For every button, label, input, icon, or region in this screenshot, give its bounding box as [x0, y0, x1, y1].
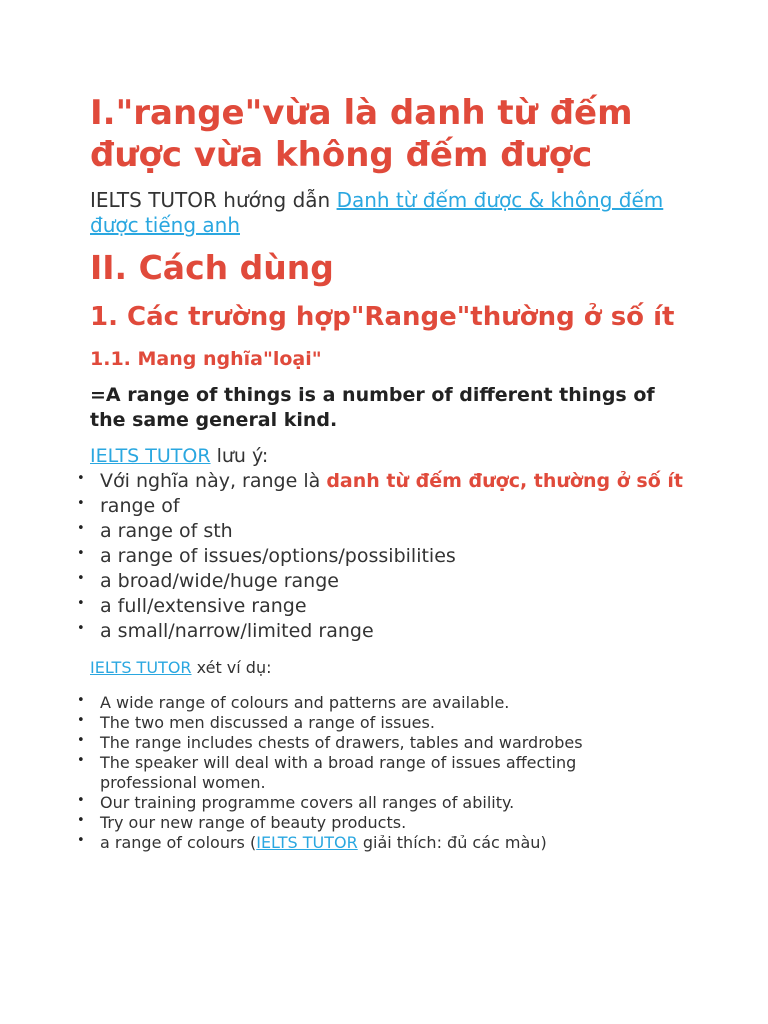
list-item — [77, 833, 640, 853]
bullet-icon: • — [77, 571, 85, 586]
examples-note — [90, 658, 690, 678]
example-text: The range includes chests of drawers, tables and wardrobes — [100, 733, 583, 752]
main-heading-line1: I."range"vừa là danh từ đếm — [90, 93, 633, 133]
list-item-text: a full/extensive range — [100, 595, 307, 617]
bullet-icon: • — [77, 813, 85, 828]
list-item — [77, 494, 690, 519]
list-item — [77, 594, 690, 619]
example-text: The two men discussed a range of issues. — [100, 713, 435, 732]
main-heading-line2: được vừa không đếm được — [90, 135, 593, 175]
list-item — [77, 793, 640, 813]
document-page — [77, 92, 690, 853]
list-item — [77, 813, 640, 833]
list-item-text: a range of issues/options/possibilities — [100, 545, 456, 567]
intro-text: IELTS TUTOR hướng dẫn — [90, 188, 337, 212]
list-item-text: a broad/wide/huge range — [100, 570, 339, 592]
definition-text: =A range of things is a number of different things of the same general kind. — [90, 384, 655, 431]
list-item — [77, 569, 690, 594]
usage-first-text: Với nghĩa này, range là — [100, 470, 327, 492]
bullet-icon: • — [77, 713, 85, 728]
tutor-note — [90, 444, 690, 469]
list-item — [77, 713, 640, 733]
list-item — [77, 693, 640, 713]
example-text: Our training programme covers all ranges of ability. — [100, 793, 515, 812]
bullet-icon: • — [77, 753, 85, 768]
usage-highlight: danh từ đếm được, thường ở số ít — [326, 470, 683, 492]
example-text: Try our new range of beauty products. — [100, 813, 407, 832]
example-text: The speaker will deal with a broad range of issues affecting professional women. — [100, 753, 577, 792]
bullet-icon: • — [77, 496, 85, 511]
example-text: A wide range of colours and patterns are available. — [100, 693, 510, 712]
list-item — [77, 619, 690, 644]
list-item — [77, 519, 690, 544]
bullet-icon: • — [77, 596, 85, 611]
ielts-tutor-link[interactable]: IELTS TUTOR — [90, 445, 211, 467]
bullet-icon: • — [77, 793, 85, 808]
bullet-icon: • — [77, 693, 85, 708]
examples-list — [77, 693, 690, 853]
list-item — [77, 753, 640, 793]
bullet-icon: • — [77, 621, 85, 636]
subsection-heading-singular: 1. Các trường hợp"Range"thường ở số ít — [90, 302, 675, 332]
tutor-note-text: lưu ý: — [210, 445, 269, 467]
countable-nouns-link[interactable]: Danh từ đếm được & không đếm được tiếng anh — [90, 188, 664, 237]
list-item — [77, 469, 690, 494]
bullet-icon: • — [77, 471, 85, 486]
section-heading-usage: II. Cách dùng — [90, 248, 334, 287]
bullet-icon: • — [77, 546, 85, 561]
list-item — [77, 733, 640, 753]
intro-paragraph — [90, 188, 690, 238]
usage-list — [77, 469, 690, 644]
list-item-text: range of — [100, 495, 180, 517]
bullet-icon: • — [77, 733, 85, 748]
list-item-text: a range of sth — [100, 520, 233, 542]
ielts-tutor-link[interactable]: IELTS TUTOR — [90, 658, 192, 677]
examples-note-text: xét ví dụ: — [191, 658, 272, 677]
example-last-suffix: giải thích: đủ các màu) — [357, 833, 547, 852]
bullet-icon: • — [77, 833, 85, 848]
list-item — [77, 544, 690, 569]
bullet-icon: • — [77, 521, 85, 536]
main-heading — [90, 92, 690, 176]
example-last-prefix: a range of colours ( — [100, 833, 257, 852]
ielts-tutor-link[interactable]: IELTS TUTOR — [256, 833, 358, 852]
subsection-heading-meaning: 1.1. Mang nghĩa"loại" — [90, 348, 322, 370]
list-item-text: a small/narrow/limited range — [100, 620, 374, 642]
